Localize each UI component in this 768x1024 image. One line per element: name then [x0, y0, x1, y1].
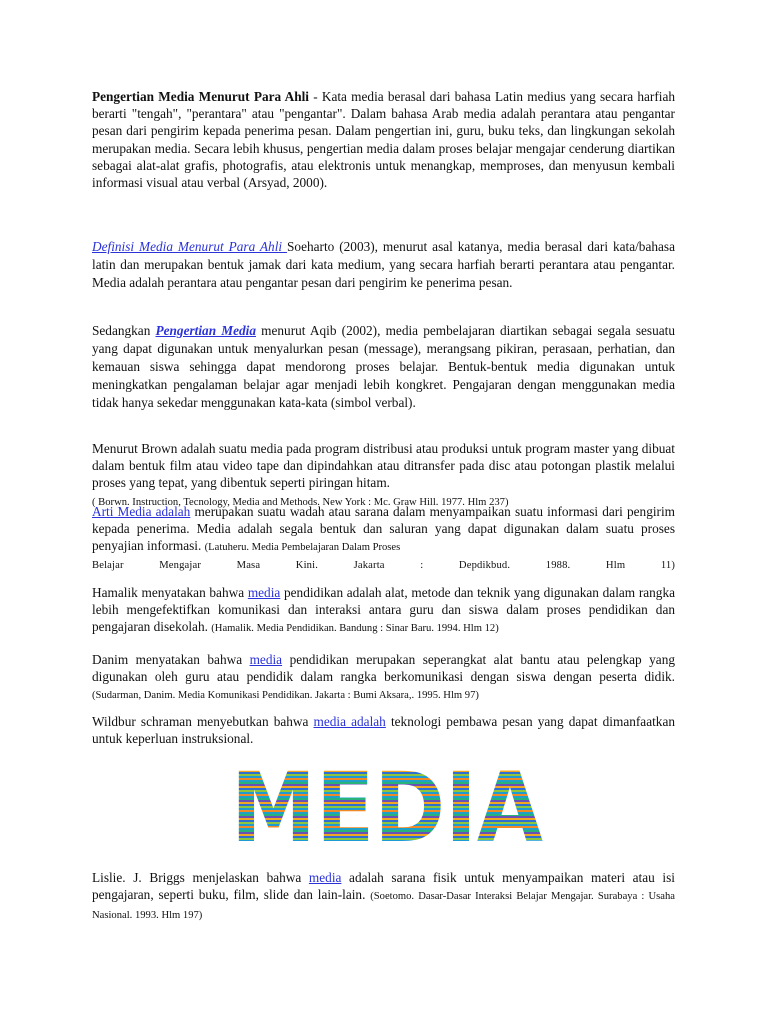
arti-media-link[interactable]: Arti Media adalah	[92, 504, 191, 519]
paragraph-text: Wildbur schraman menyebutkan bahwa	[92, 714, 314, 729]
paragraph-text: pendidikan adalah alat, metode dan teknik yang digunakan dalam rangka lebih mengefektifkan komunikasi dan interaksi antara guru dan siswa dalam proses pendidikan dan pengajaran disekolah.	[92, 585, 676, 635]
paragraph-text: adalah sarana fisik untuk menyampaikan materi atau isi pengajaran, seperti buku, film, slide dan lain-lain.	[92, 870, 675, 902]
citation: (Sudarman, Danim. Media Komunikasi Pendidikan. Jakarta : Bumi Aksara,. 1995. Hlm 97)	[92, 690, 479, 702]
media-link[interactable]: media	[308, 870, 342, 885]
paragraph-briggs	[92, 870, 675, 924]
paragraph-text: Hamalik menyatakan bahwa	[92, 585, 248, 600]
media-logo	[228, 752, 546, 864]
media-link[interactable]: media	[249, 652, 283, 667]
paragraph-text: merupakan suatu wadah atau sarana dalam menyampaikan suatu informasi dari pengirim kepada penerima. Media adalah segala bentuk dan saluran yang dapat digunakan dalam suatu proses penyajian informasi.	[92, 504, 676, 554]
logo-word: MEDIA	[231, 752, 543, 864]
paragraph-arti-media	[92, 503, 675, 574]
paragraph-text: Soeharto (2003), menurut asal katanya, media berasal dari kata/bahasa latin dan merupakan bentuk jamak dari kata medium, yang secara harfiah berarti perantara atau pengantar. Media adalah perantara atau pengantar pesan dari pengirim ke penerima pesan.	[92, 239, 675, 290]
paragraph-text: Lislie. J. Briggs menjelaskan bahwa	[92, 870, 309, 885]
paragraph-text: menurut Aqib (2002), media pembelajaran diartikan sebagai segala sesuatu yang dapat digunakan untuk menyalurkan pesan (message), merangsang pikiran, perasaan, perhatian, dan kemauan siswa sehingga dapat mendorong proses belajar. Bentuk-bentuk media digunakan untuk meningkatkan pengalaman belajar agar menjadi lebih kongkret. Pengajaran dengan menggunakan media tidak hanya sekedar menggunakan kata-kata (simbol verbal).	[92, 323, 676, 410]
paragraph-text: Danim menyatakan bahwa	[92, 652, 250, 667]
paragraph-text: pendidikan merupakan seperangkat alat bantu atau pelengkap yang digunakan oleh guru atau pendidik dalam rangka berkomunikasi dengan siswa dengan peserta didik.	[92, 652, 675, 685]
citation: (Soetomo. Dasar-Dasar Interaksi Belajar Mengajar. Surabaya : Usaha Nasional. 1993. Hlm 197)	[92, 890, 675, 921]
pengertian-media-link[interactable]: Pengertian Media	[155, 323, 256, 338]
media-adalah-link[interactable]: media adalah	[313, 714, 386, 729]
paragraph-text: Menurut Brown adalah suatu media pada program distribusi atau produksi untuk program master yang dibuat dalam bentuk film atau video tape dan dipindahkan atau ditransfer pada disc atau potongan plastik melalui proses yang tepat, yang dibentuk seperti piringan hitam.	[92, 441, 675, 491]
citation: ( Borwn. Instruction, Tecnology, Media and Methods. New York : Mc. Graw Hill. 1977. Hlm 237)	[92, 496, 509, 508]
citation: (Hamalik. Media Pendidikan. Bandung : Sinar Baru. 1994. Hlm 12)	[211, 623, 499, 635]
paragraph-text: Sedangkan	[92, 323, 156, 338]
citation: (Latuheru. Media Pembelajaran Dalam Proses	[204, 542, 401, 554]
paragraph-definisi	[92, 238, 675, 292]
media-link[interactable]: media	[247, 585, 281, 600]
paragraph-wildbur	[92, 714, 675, 748]
paragraph-text: - Kata media berasal dari bahasa Latin medius yang secara harfiah berarti "tengah", "perantara" atau "pengantar". Dalam bahasa Arab media adalah perantara atau pengantar pesan dari pengirim kepada penerima pesan. Dalam pengertian ini, guru, buku teks, dan lingkungan sekolah merupakan media. Secara lebih khusus, pengertian media dalam proses belajar mengajar cenderung diartikan sebagai alat-alat grafis, photografis, atau elektronis untuk menangkap, memproses, dan menyusun kembali informasi visual atau verbal (Arsyad, 2000).	[92, 89, 676, 191]
definisi-link[interactable]: Definisi Media Menurut Para Ahli	[92, 239, 288, 254]
paragraph-danim	[92, 651, 675, 705]
paragraph-text: teknologi pembawa pesan yang dapat dimanfaatkan untuk keperluan instruksional.	[92, 714, 675, 746]
citation: Belajar Mengajar Masa Kini. Jakarta : Depdikbud. 1988. Hlm 11)	[92, 559, 675, 571]
paragraph-aqib	[92, 322, 675, 412]
paragraph-brown	[92, 440, 675, 511]
paragraph-hamalik	[92, 584, 675, 638]
paragraph-pengertian	[92, 88, 675, 191]
paragraph-title: Pengertian Media Menurut Para Ahli	[92, 89, 310, 104]
